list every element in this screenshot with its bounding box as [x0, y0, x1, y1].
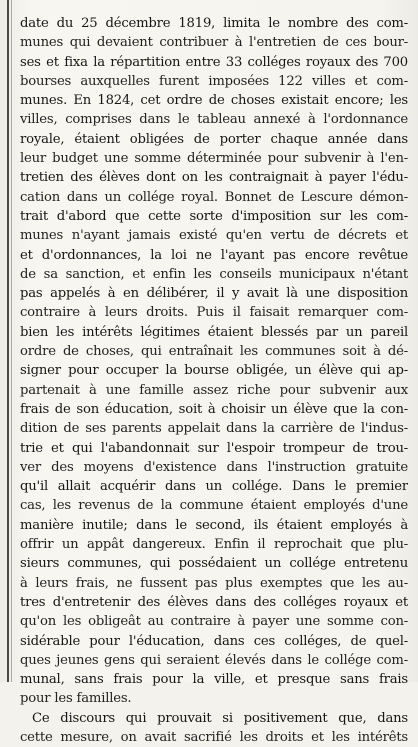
- text-line: contraire à leurs droits. Puis il faisait remarquer com-: [20, 305, 408, 321]
- column-rule-inner: [11, 0, 12, 682]
- paragraph-end-line: pour les familles.: [20, 691, 132, 707]
- text-line: munes. En 1824, cet ordre de choses existait encore; les: [20, 93, 408, 109]
- text-line: qu'on les obligeât au contraire à payer une somme con-: [20, 614, 408, 630]
- text-line: ques jeunes gens qui seraient élevés dans le collége com-: [20, 652, 408, 668]
- text-line: bourses auxquelles furent imposées 122 villes et com-: [20, 73, 408, 89]
- text-line: sieurs communes, qui possédaient un collége entretenu: [20, 556, 408, 572]
- paragraph-start-line: Ce discours qui prouvait si positivement que, dans: [32, 710, 408, 726]
- text-line: ordre de choses, qui entraînait les communes soit à dé-: [20, 344, 408, 360]
- text-line: royale, étaient obligées de porter chaque année dans: [20, 131, 408, 147]
- text-line: et d'ordonnances, la loi ne l'ayant pas encore revêtue: [20, 247, 408, 263]
- text-line: cette mesure, on avait sacrifié les droits et les intérêts: [20, 729, 408, 745]
- text-line: munes qui devaient contribuer à l'entretien de ces bour-: [20, 35, 408, 51]
- text-line: ses et fixa la répartition entre 33 colléges royaux des 700: [20, 54, 408, 70]
- text-line: tretien des élèves dont on les contraignait à payer l'édu-: [20, 170, 408, 186]
- column-rule: [7, 0, 9, 682]
- article-column: [20, 14, 408, 747]
- text-line: tres d'entretenir des élèves dans des colléges royaux et: [20, 594, 408, 610]
- text-line: sidérable pour l'éducation, dans ces colléges, de quel-: [20, 633, 408, 649]
- text-line: munal, sans frais pour la ville, et presque sans frais: [20, 672, 408, 688]
- text-line: pas appelés à en délibérer, il y avait là une disposition: [20, 286, 408, 302]
- text-line: de sa sanction, et enfin les conseils municipaux n'étant: [20, 266, 408, 282]
- text-line: date du 25 décembre 1819, limita le nombre des com-: [20, 16, 408, 31]
- text-line: dition de ses parents appelait dans la carrière de l'indus-: [20, 421, 408, 437]
- text-line: manière inutile; dans le second, ils étaient employés à: [20, 517, 408, 533]
- text-line: cation dans un collége royal. Bonnet de Lescure démon-: [20, 189, 408, 205]
- text-line: munes n'ayant jamais existé qu'en vertu de décrets et: [20, 228, 408, 244]
- text-line: frais de son éducation, soit à choisir un élève que la con-: [20, 401, 408, 417]
- text-line: ver des moyens d'existence dans l'instruction gratuite: [20, 459, 408, 475]
- text-line: qu'il allait acquérir dans un collége. Dans le premier: [20, 479, 408, 495]
- text-line: trait d'abord que cette sorte d'imposition sur les com-: [20, 208, 408, 224]
- text-line: villes, comprises dans le tableau annexé à l'ordonnance: [20, 112, 408, 128]
- text-line: signer pour occuper la bourse obligée, un élève qui ap-: [20, 363, 408, 379]
- text-line: offrir un appât dangereux. Enfin il reprochait que plu-: [20, 537, 408, 553]
- text-line: partenait à une famille assez riche pour subvenir aux: [20, 382, 408, 398]
- text-line: bien les intérêts légitimes étaient blessés par un pareil: [20, 324, 408, 340]
- text-line: trie et qui l'abandonnait sur l'espoir trompeur de trou-: [20, 440, 408, 456]
- text-line: cas, les revenus de la commune étaient employés d'une: [20, 498, 408, 514]
- text-line: leur budget une somme déterminée pour subvenir à l'en-: [20, 151, 408, 167]
- text-line: à leurs frais, ne fussent pas plus exemptes que les au-: [20, 575, 408, 591]
